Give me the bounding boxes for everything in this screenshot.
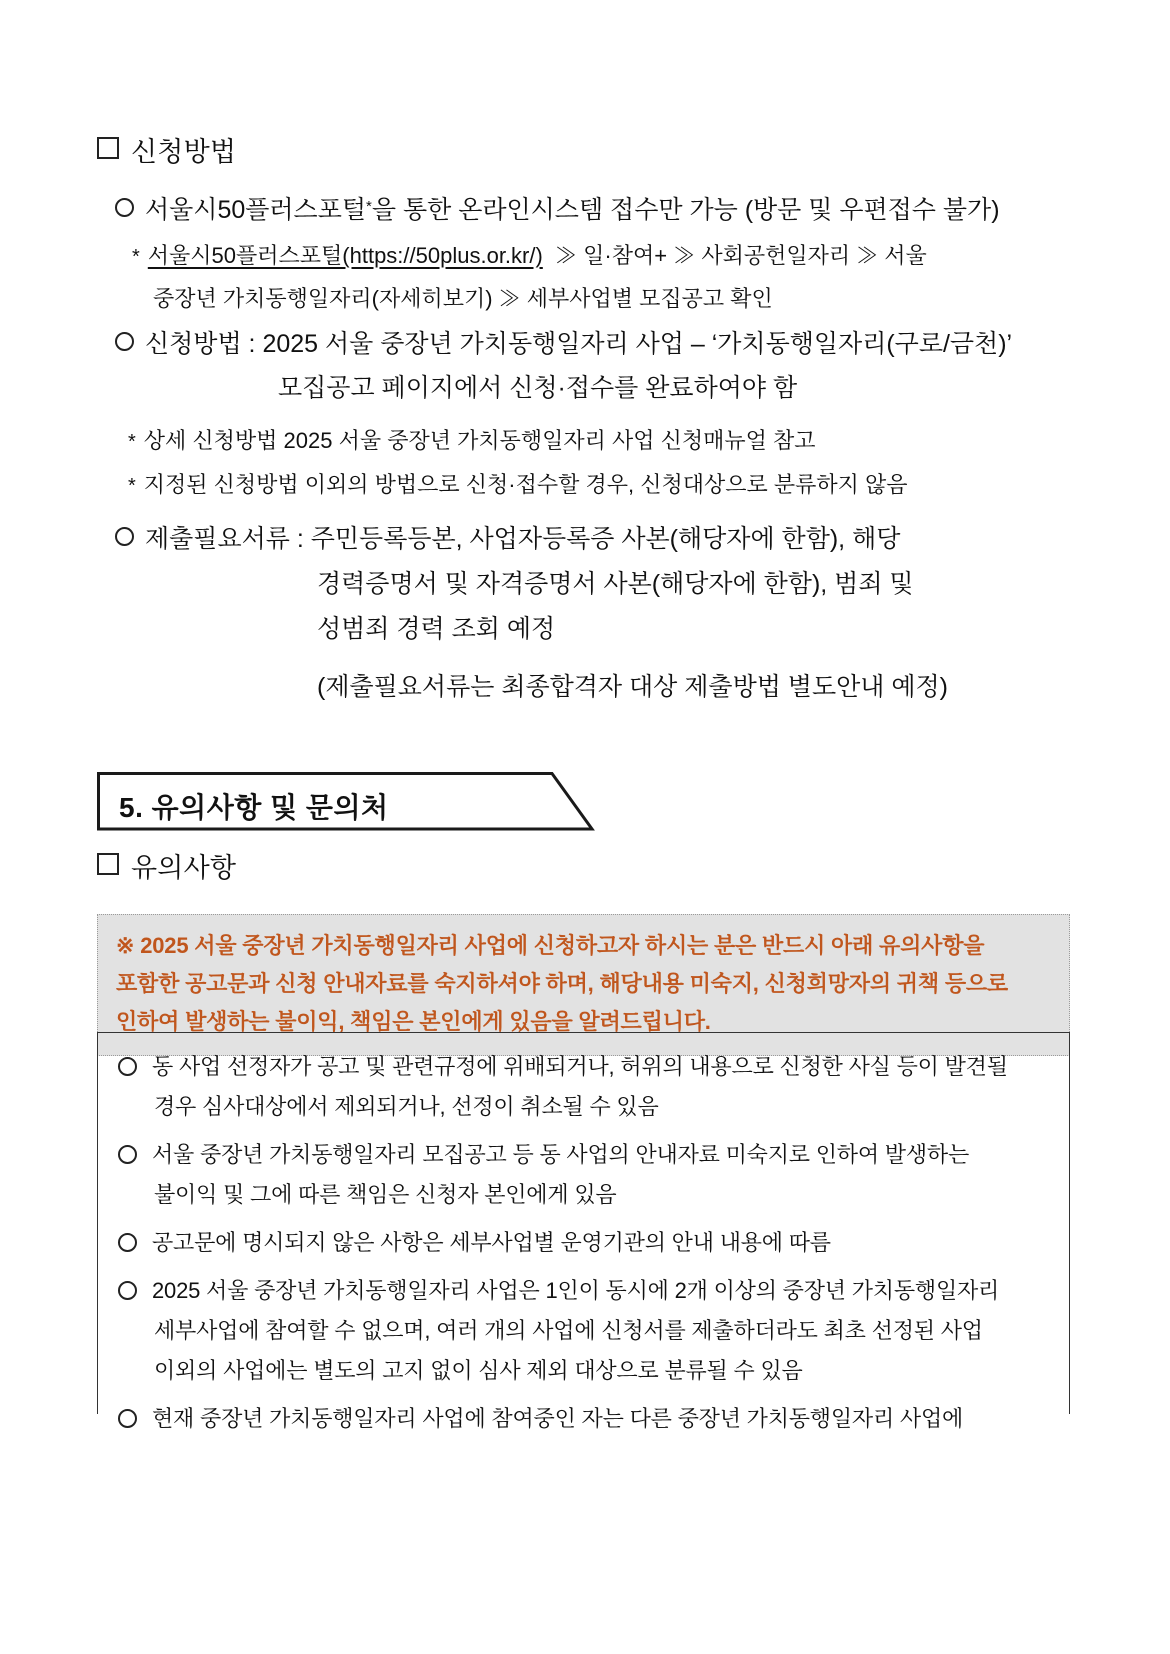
note-invalid-method-text: 지정된 신청방법 이외의 방법으로 신청·접수할 경우, 신청대상으로 분류하지 않음 <box>143 472 908 497</box>
apply-method-line2-wrap <box>278 366 797 410</box>
note-line: 공고문에 명시되지 않은 사항은 세부사업별 운영기관의 안내 내용에 따름 <box>152 1230 831 1255</box>
caution-line2: 포함한 공고문과 신청 안내자료를 숙지하셔야 하며, 해당내용 미숙지, 신청희망자의 귀책 등으로 <box>116 971 1008 996</box>
portal-name: 서울시50플러스포털 <box>145 196 367 224</box>
note-portal-path-line1 <box>132 235 927 278</box>
asterisk-icon: * <box>132 246 140 268</box>
circle-bullet-icon <box>118 1057 137 1076</box>
notice-list-box <box>97 1032 1070 1431</box>
note-line: 경우 심사대상에서 제외되거나, 선정이 취소될 수 있음 <box>154 1094 659 1119</box>
list-item <box>118 1271 1049 1391</box>
note-line: 세부사업에 참여할 수 없으며, 여러 개의 사업에 신청서를 제출하더라도 최초 선정된 사업 <box>154 1318 983 1343</box>
required-documents-line3-wrap <box>317 607 555 651</box>
portal-only-text: 을 통한 온라인시스템 접수만 가능 (방문 및 우편접수 불가) <box>371 196 1000 224</box>
square-bullet-icon <box>97 137 119 159</box>
list-item-apply-method <box>115 322 1012 366</box>
required-documents-line3: 성범죄 경력 조회 예정 <box>317 615 556 643</box>
circle-bullet-icon <box>118 1145 137 1164</box>
note-line: 불이익 및 그에 따른 책임은 신청자 본인에게 있음 <box>154 1182 617 1207</box>
apply-method-line1: 신청방법 : 2025 서울 중장년 가치동행일자리 사업 – ‘가치동행일자리(구로/금천)’ <box>145 330 1013 358</box>
required-documents-line4-wrap <box>317 665 948 709</box>
circle-bullet-icon <box>115 332 134 351</box>
section-heading-notice <box>97 846 236 885</box>
section-heading-apply-method <box>97 130 236 169</box>
circle-bullet-icon <box>118 1233 137 1252</box>
asterisk-icon: * <box>128 431 136 453</box>
required-documents-line2: 경력증명서 및 자격증명서 사본(해당자에 한함), 범죄 및 <box>317 570 914 598</box>
circle-bullet-icon <box>115 527 134 546</box>
portal-path-line2-text: 중장년 가치동행일자리(자세히보기) ≫ 세부사업별 모집공고 확인 <box>153 286 773 311</box>
list-item <box>118 1399 1049 1439</box>
asterisk-superscript: * <box>366 198 372 215</box>
list-item <box>118 1135 1049 1215</box>
note-invalid-method <box>128 464 907 507</box>
list-item-required-documents <box>115 517 900 561</box>
section-heading-label: 신청방법 <box>131 137 237 167</box>
circle-bullet-icon <box>118 1281 137 1300</box>
section-5-title: 5. 유의사항 및 문의처 <box>119 792 389 823</box>
note-detailed-manual <box>128 420 815 463</box>
square-bullet-icon <box>97 853 119 875</box>
portal-url[interactable]: 서울시50플러스포털(https://50plus.or.kr/) <box>147 243 543 268</box>
reference-mark-icon: ※ <box>116 933 135 958</box>
caution-line1: 2025 서울 중장년 가치동행일자리 사업에 신청하고자 하시는 분은 반드시 아래 유의사항을 <box>140 933 985 958</box>
list-item <box>118 1223 1049 1263</box>
caution-line3: 인하여 발생하는 불이익, 책임은 본인에게 있음을 알려드립니다. <box>116 1009 711 1034</box>
required-documents-line1: 제출필요서류 : 주민등록등본, 사업자등록증 사본(해당자에 한함), 해당 <box>145 525 901 553</box>
circle-bullet-icon <box>118 1409 137 1428</box>
list-item <box>118 1047 1049 1127</box>
required-documents-line2-wrap <box>317 562 914 606</box>
note-line: 동 사업 선정자가 공고 및 관련규정에 위배되거나, 허위의 내용으로 신청한 사실 등이 발견될 <box>152 1054 1008 1079</box>
note-line: 서울 중장년 가치동행일자리 모집공고 등 동 사업의 안내자료 미숙지로 인하여 발생하는 <box>152 1142 969 1167</box>
note-line: 이외의 사업에는 별도의 고지 없이 심사 제외 대상으로 분류될 수 있음 <box>154 1358 803 1383</box>
note-line: 현재 중장년 가치동행일자리 사업에 참여중인 자는 다른 중장년 가치동행일자리 사업에 <box>152 1406 964 1431</box>
note-portal-path-line2 <box>153 278 773 320</box>
portal-path-rest: ≫ 일·참여+ ≫ 사회공헌일자리 ≫ 서울 <box>555 243 927 268</box>
note-detailed-manual-text: 상세 신청방법 2025 서울 중장년 가치동행일자리 사업 신청매뉴얼 참고 <box>143 428 816 453</box>
note-line: 2025 서울 중장년 가치동행일자리 사업은 1인이 동시에 2개 이상의 중장년 가치동행일자리 <box>152 1278 1000 1303</box>
caution-text <box>116 927 1051 1041</box>
required-documents-line4: (제출필요서류는 최종합격자 대상 제출방법 별도안내 예정) <box>317 673 948 701</box>
asterisk-icon: * <box>128 475 136 497</box>
section-5-banner <box>97 772 597 834</box>
list-item-portal-only <box>115 185 1000 232</box>
circle-bullet-icon <box>115 198 134 217</box>
apply-method-line2: 모집공고 페이지에서 신청·접수를 완료하여야 함 <box>278 374 798 402</box>
section-heading-notice-label: 유의사항 <box>131 853 237 883</box>
